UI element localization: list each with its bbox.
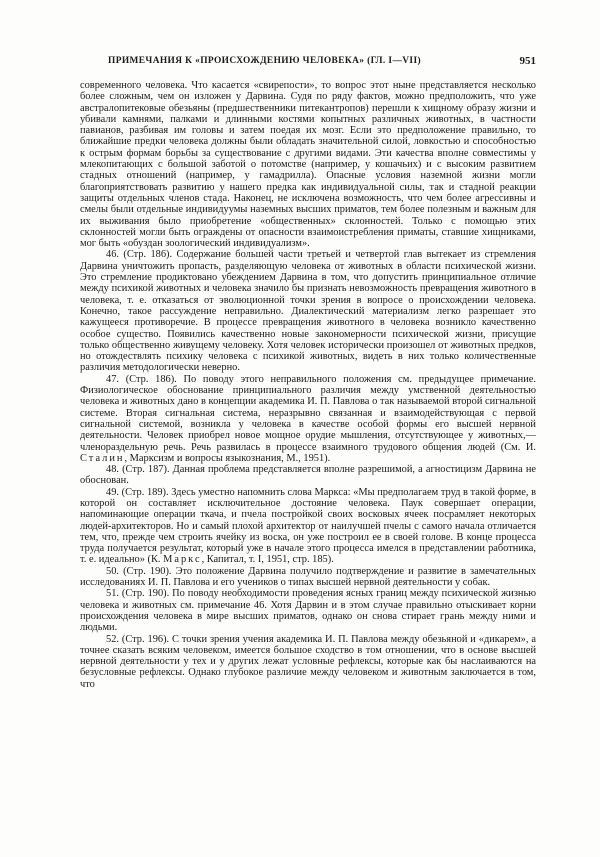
running-head: [80, 56, 536, 72]
note-49-citation: , Капитал, т. I, 1951, стр. 185).: [201, 554, 334, 566]
note-51: 51. (Стр. 190). По поводу необходимости проведения ясных границ между психической жизнью человека и животных см. примечание 46. Хотя Дарвин и в этом случае правильно отыскивает корни происхождения человека в мире высших приматов, однако он снова стирает грань между ними и людьми.: [80, 588, 536, 634]
note-52: 52. (Стр. 196). С точки зрения учения академика И. П. Павлова между обезьяной и «дикарем», а точнее сказать всяким человеком, имеется большое сходство в том отношении, что в основе высшей нервной деятельности у тех и у других лежат условные рефлексы, которые как бы наслаиваются на безусловные рефлексы. Однако глубокое различие между человеком и животным заключается в том, что: [80, 633, 536, 690]
note-47-author: Сталин: [80, 452, 125, 464]
note-47-citation: , Марксизм и вопросы языкознания, М., 1951).: [124, 452, 331, 464]
note-50: 50. (Стр. 190). Это положение Дарвина получило подтверждение и развитие в замечательных исследованиях И. П. Павлова и его учеников о типах высшей нервной деятельности у собак.: [80, 565, 536, 589]
note-47: [80, 374, 536, 464]
page-number: 951: [519, 55, 536, 67]
note-49: [80, 487, 536, 566]
note-46: 46. (Стр. 186). Содержание большей части третьей и четвертой глав вытекает из стремления Дарвина уничтожить пропасть, разделяющую человека от животных в области психической жизни. Это стремление продиктовано убеждением Дарвина в том, что допустить принципиальное отличие между психикой животных и человека значило бы признать невозможность превращения животного в человека, т. е. отказаться от эволюционной точки зрения в вопросе о происхождении человека. Конечно, такое рассуждение неправильно. Диалектический материализм легко разрешает это кажущееся противоречие. В процессе превращения животного в человека возникло качественно особое существо. Появились качественно новые закономерности психической жизни, присущие только общественно живущему человеку. Хотя человек исторически произошел от животных предков, но отождествлять психику человека с психикой животных, видеть в них только количественные различия методологически неверно.: [80, 249, 536, 374]
note-49-text: 49. (Стр. 189). Здесь уместно напомнить слова Маркса: «Мы предполагаем труд в такой форме, в которой он составляет исключительное достояние человека. Паук совершает операции, напоминающие операции ткача, и пчела постройкой своих восковых ячеек посрамляет некоторых людей-архитекторов. Но и самый плохой архитектор от наилучшей пчелы с самого начала отличается тем, что, прежде чем строить ячейку из воска, он уже построил ее в своей голове. В конце процесса труда получается результат, который уже в начале этого процесса имелся в представлении работника, т. е. идеально» (К.: [80, 486, 536, 566]
note-49-author: Маркс: [163, 554, 202, 566]
note-47-text: 47. (Стр. 186). По поводу этого неправильного положения см. предыдущее примечание. Физиологическое обоснование принципиального различия между умственной деятельностью человека и животных дано в концепции академика И. П. Павлова о так называемой второй сигнальной системе. Вторая сигнальная система, неразрывно связанная и взаимодействующая с первой сигнальной системой, возникла у человека в качестве особой формы его высшей нервной деятельности. Человек приобрел новое мощное орудие мышления, отсутствующее у животных,— членораздельную речь. Речь развилась в процессе взаимного трудового общения людей (См. И.: [80, 373, 536, 453]
notes-body: [80, 80, 536, 690]
note-48: 48. (Стр. 187). Данная проблема представляется вполне разрешимой, а агностицизм Дарвина не обоснован.: [80, 464, 536, 487]
running-title: ПРИМЕЧАНИЯ К «ПРОИСХОЖДЕНИЮ ЧЕЛОВЕКА» (ГЛ. I—VII): [108, 56, 422, 66]
note-45-continuation: современного человека. Что касается «свирепости», то вопрос этот ныне представляется несколько более сложным, чем он изложен у Дарвина. Судя по ряду фактов, можно предположить, что уже австралопитековые обезьяны (предшественники питекантропов) перешли к хищному образу жизни и убивали камнями, палками и длинными костями копытных различных животных, в частности павианов, разбивая им головы и затем поедая их мозг. Если это предположение правильно, то ближайшие предки человека должны были обладать значительной силой, ловкостью и способностью к острым формам борьбы за существование с другими видами. Эти качества вполне совместимы у млекопитающих с большой заботой о потомстве (например, у кошачьих) и с высоким развитием стадных отношений (например, у гамадрилла). Опасные условия наземной жизни могли благоприятствовать развитию у нашего предка как индивидуальной силы, так и стадной реакции защиты отдельных членов стада. Наконец, не исключена возможность, что чем более агрессивны и смелы были отдельные индивидуумы наземных высших приматов, тем более полезным и важным для их выживания было приобретение «общественных» склонностей. Только с помощью этих склонностей могли быть ограждены от опасности взаимоистребления приматы, ставшие хищниками, мог быть «обуздан зоологический индивидуализм».: [80, 80, 536, 250]
